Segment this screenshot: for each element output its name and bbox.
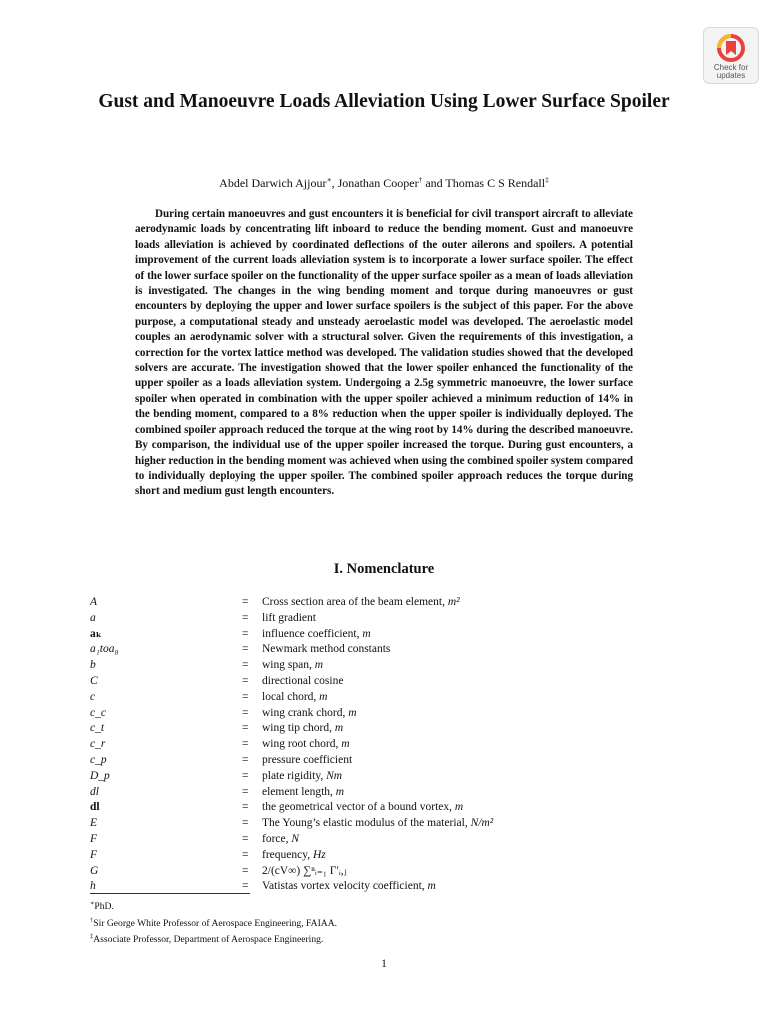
author-name: Abdel Darwich Ajjour — [219, 176, 327, 190]
nomenclature-symbol: A — [90, 596, 98, 608]
equals-sign: = — [242, 596, 249, 608]
author-mark: † — [418, 175, 423, 184]
equals-sign: = — [242, 674, 249, 687]
equals-sign: = — [242, 801, 249, 814]
nomenclature-row — [90, 706, 610, 722]
equals-sign: = — [242, 738, 249, 751]
nomenclature-symbol: c_t — [90, 722, 105, 735]
nomenclature-definition — [262, 785, 344, 801]
definition-unit: m — [314, 659, 324, 672]
definition-unit: m — [362, 627, 371, 640]
definition-text: plate rigidity, — [262, 769, 327, 782]
nomenclature-row — [90, 642, 610, 658]
footnote-mark: † — [90, 916, 94, 924]
nomenclature-symbol: C — [90, 674, 98, 687]
definition-unit: m — [341, 738, 350, 751]
equals-sign: = — [242, 690, 249, 703]
nomenclature-symbol: a₁toa₈ — [90, 643, 119, 656]
badge-label: Check for updates — [713, 63, 749, 80]
nomenclature-row — [90, 627, 610, 643]
nomenclature-symbol: F — [90, 832, 98, 845]
definition-unit: m — [454, 801, 464, 814]
nomenclature-symbol: E — [90, 817, 98, 830]
definition-unit: N — [291, 832, 300, 845]
definition-text: influence coefficient, — [262, 627, 363, 640]
equals-sign: = — [242, 722, 249, 735]
nomenclature-definition — [262, 595, 460, 611]
footnote-text: Sir George White Professor of Aerospace Engineering, FAIAA. — [93, 917, 338, 929]
definition-text: wing root chord, — [262, 738, 342, 751]
nomenclature-row — [90, 848, 610, 864]
nomenclature-symbol: c_r — [90, 738, 106, 751]
nomenclature-row — [90, 674, 610, 690]
nomenclature-row — [90, 721, 610, 737]
nomenclature-row — [90, 769, 610, 785]
nomenclature-definition — [262, 753, 352, 769]
nomenclature-row — [90, 595, 610, 611]
footnotes — [90, 897, 650, 947]
author-mark: ∗ — [326, 175, 332, 184]
nomenclature-row — [90, 864, 610, 880]
section-heading: I. Nomenclature — [333, 561, 435, 577]
author-mark: ‡ — [545, 175, 549, 184]
definition-unit: Nm — [326, 769, 343, 782]
nomenclature-definition — [262, 769, 342, 785]
bookmark-icon — [716, 33, 746, 63]
definition-unit: m — [335, 785, 345, 798]
check-for-updates-badge[interactable] — [703, 27, 759, 84]
definition-unit: m — [427, 880, 436, 893]
nomenclature-row — [90, 816, 610, 832]
nomenclature-definition — [262, 721, 343, 737]
definition-text: frequency, — [262, 848, 313, 861]
definition-unit: m² — [447, 596, 460, 608]
definition-text: The Young’s elastic modulus of the material, — [262, 817, 471, 830]
nomenclature-row — [90, 785, 610, 801]
footnote — [90, 897, 650, 914]
nomenclature-definition — [262, 816, 493, 832]
nomenclature-symbol: a — [90, 611, 96, 624]
definition-text: the geometrical vector of a bound vortex, — [262, 801, 455, 814]
equals-sign: = — [242, 817, 249, 830]
abstract: During certain manoeuvres and gust encounters it is beneficial for civil transport aircraft to alleviate aerodynamic loads by concentrating lift inboard to reduce the bending moment. Gust and manoeuvre loads alleviation is achieved by coordinated deflections of the outer ailerons and spoilers. A potential improvement of the current loads alleviation system is to incorporate a lower surface spoiler. The effect of the lower surface spoiler on the functionality of the upper surface spoiler as a mean of loads alleviation is investigated. The changes in the wing bending moment and torque during manoeuvres or gust encounters by deploying the upper and lower surface spoilers is the subject of this paper. For the above purpose, a computational steady and unsteady aeroelastic model was developed. The aeroelastic model couples an aerodynamic solver with a structural solver. Given the requirements of this investigation, a correction for the vortex lattice method was developed. The validation studies showed that the developed solvers are accurate. The investigation showed that the lower spoiler enhanced the functionality of the upper spoiler as a loads alleviation system. Undergoing a 2.5g symmetric manoeuvre, the lower surface spoiler when operated in combination with the upper spoiler achieved a minimum reduction of 14% in the bending moment, compared to a 8% reduction when the upper spoiler is individually deployed. The combined spoiler approach reduced the torque at the wing root by 14% during the described manoeuvre. By comparison, the individual use of the upper spoiler increased the torque. During gust encounters, a higher reduction in the bending moment was achieved when using the combined spoiler system compared to individually deploying the upper spoiler. The combined spoiler approach reduces the torque during short and medium gust length encounters. — [135, 208, 633, 498]
definition-text: wing crank chord, — [262, 706, 349, 719]
equals-sign: = — [242, 864, 249, 877]
nomenclature-symbol: c_p — [90, 753, 107, 766]
nomenclature-definition — [262, 674, 343, 690]
nomenclature-row — [90, 611, 610, 627]
definition-text: force, — [262, 832, 292, 845]
nomenclature-definition — [262, 642, 390, 658]
nomenclature-symbol: F — [90, 848, 98, 861]
nomenclature-row — [90, 832, 610, 848]
definition-text: lift gradient — [262, 611, 316, 624]
nomenclature-symbol: c — [90, 690, 96, 703]
footnote-mark: ∗ — [90, 900, 95, 907]
author-name: Thomas C S Rendall — [445, 176, 546, 190]
nomenclature-definition — [262, 848, 326, 864]
author-line — [60, 172, 708, 191]
equals-sign: = — [242, 753, 249, 766]
nomenclature-list — [90, 595, 610, 895]
nomenclature-row — [90, 800, 610, 816]
equals-sign: = — [242, 832, 249, 845]
definition-text: pressure coefficient — [262, 753, 353, 766]
nomenclature-symbol: b — [90, 659, 96, 672]
equals-sign: = — [242, 643, 249, 656]
nomenclature-symbol: aₖ — [90, 627, 102, 640]
nomenclature-row — [90, 690, 610, 706]
equals-sign: = — [242, 785, 249, 798]
footnote-text: Associate Professor, Department of Aerospace Engineering. — [93, 934, 324, 946]
footnote-text: PhD. — [94, 901, 114, 913]
definition-unit: m — [334, 722, 344, 735]
definition-text: Cross section area of the beam element, — [262, 596, 448, 608]
footnote-divider — [90, 893, 250, 894]
equals-sign: = — [242, 611, 249, 624]
definition-text: 2/(cV∞) ∑ⁿᵢ₌₁ Γ′ᵢ,ⱼ — [262, 864, 347, 877]
footnote — [90, 930, 650, 947]
equals-sign: = — [242, 659, 249, 672]
nomenclature-definition — [262, 627, 371, 643]
definition-text: element length, — [262, 785, 336, 798]
nomenclature-definition — [262, 690, 327, 706]
nomenclature-row — [90, 737, 610, 753]
nomenclature-symbol: D_p — [90, 769, 110, 782]
definition-text: Vatistas vortex velocity coefficient, — [262, 880, 428, 893]
nomenclature-definition — [262, 800, 463, 816]
footnote-mark: ‡ — [90, 933, 94, 941]
equals-sign: = — [242, 706, 249, 719]
definition-text: Newmark method constants — [262, 643, 391, 656]
definition-unit: m — [348, 706, 357, 719]
nomenclature-symbol: c_c — [90, 706, 106, 719]
definition-unit: Hz — [312, 848, 326, 861]
nomenclature-symbol: dl — [90, 801, 100, 814]
nomenclature-definition — [262, 611, 316, 627]
author-separator: , — [331, 176, 338, 190]
paper-title: Gust and Manoeuvre Loads Alleviation Using Lower Surface Spoiler — [98, 91, 670, 112]
definition-text: wing tip chord, — [262, 722, 335, 735]
definition-text: wing span, — [262, 659, 315, 672]
nomenclature-definition — [262, 737, 350, 753]
nomenclature-definition — [262, 879, 436, 895]
definition-unit: m — [319, 690, 328, 703]
nomenclature-row — [90, 753, 610, 769]
footnote — [90, 914, 650, 931]
nomenclature-symbol: G — [90, 864, 99, 877]
equals-sign: = — [242, 627, 249, 640]
nomenclature-definition — [262, 706, 357, 722]
definition-text: directional cosine — [262, 674, 344, 687]
equals-sign: = — [242, 848, 249, 861]
nomenclature-symbol: dl — [90, 785, 99, 798]
nomenclature-definition — [262, 864, 347, 880]
nomenclature-definition — [262, 832, 299, 848]
equals-sign: = — [242, 880, 249, 893]
nomenclature-row — [90, 658, 610, 674]
definition-unit: N/m² — [470, 817, 494, 830]
equals-sign: = — [242, 769, 249, 782]
nomenclature-definition — [262, 658, 323, 674]
page-number: 1 — [381, 958, 387, 970]
nomenclature-symbol: h — [90, 880, 96, 893]
author-name: Jonathan Cooper — [337, 176, 419, 190]
definition-text: local chord, — [262, 690, 320, 703]
author-separator: and — [422, 176, 446, 190]
